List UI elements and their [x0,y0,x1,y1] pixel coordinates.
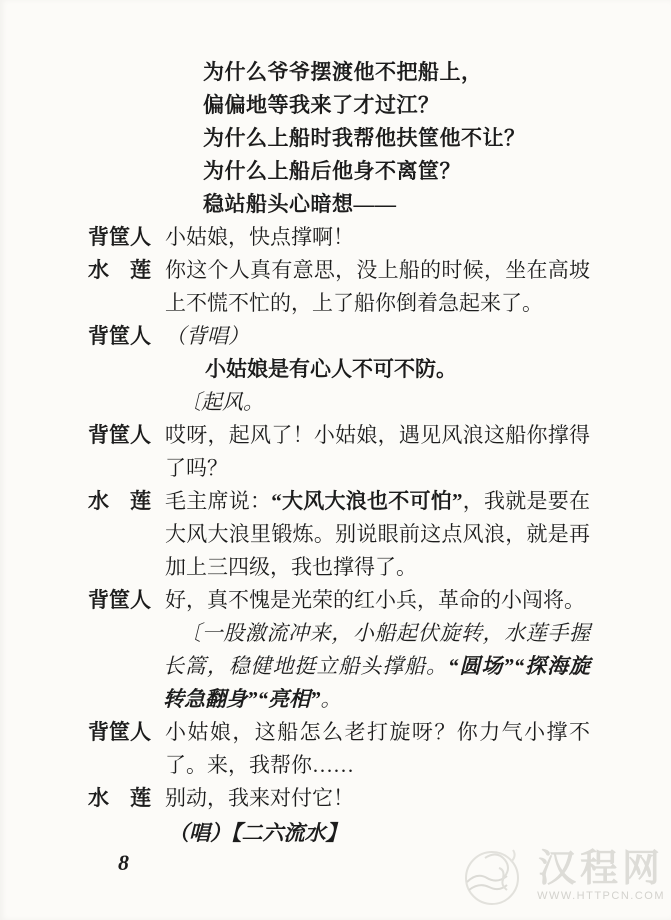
watermark-site-name: 汉程网 [538,848,665,890]
dialogue-row [88,782,590,815]
dialogue-text: 哎呀，起风了！小姑娘，遇见风浪这船你撑得了吗？ [165,423,590,480]
speaker-name: 背筐人 [88,423,151,447]
stage-direction [163,617,590,716]
verse-line: 为什么上船后他身不离筐？ [203,159,461,183]
sung-line: 小姑娘是有心人不可不防。 [205,357,457,381]
stage-text-segment: 。 [320,687,342,711]
dialogue-text: 好，真不愧是光荣的红小兵，革命的小闯将。 [165,588,585,612]
dialogue-row [88,584,590,617]
stage-direction-inline: （背唱） [165,324,249,348]
speaker-name: 背筐人 [88,324,151,348]
tune-label: （唱）【二六流水】 [168,821,347,845]
dialogue-row [88,485,590,584]
dialogue-row [88,254,590,320]
dialogue-text: 小姑娘，快点撑啊！ [165,225,354,249]
dialogue-text-segment: 毛主席说： [165,489,272,513]
watermark-wave-logo-icon [455,838,529,912]
dialogue-row [88,320,590,353]
dialogue-text-segment: ，我就是要在大风大浪里锻炼。别说眼前这点风浪，就是再加上三四级，我也撑得了。 [165,489,590,579]
dialogue-text: 小姑娘，这船怎么老打旋呀？你力气小撑不了。来，我帮你…… [165,720,590,777]
verse-line: 稳站船头心暗想—— [203,192,397,216]
dialogue-row [88,716,590,782]
speaker-name: 背筐人 [88,588,151,612]
speaker-name: 水 莲 [88,786,151,810]
stage-direction: 〔起风。 [180,390,264,414]
page-content [88,56,590,850]
dialogue-text: 你这个人真有意思，没上船的时候，坐在高坡上不慌不忙的，上了船你倒着急起来了。 [165,258,590,315]
verse-line: 为什么上船时我帮他扶筐他不让？ [203,126,526,150]
watermark-text-column [537,848,665,902]
verse-line: 为什么爷爷摆渡他不把船上， [203,60,483,84]
watermark-site-url: WWW.HTTPCN.COM [537,890,665,902]
stage-text-segment: 〔一股激流冲来，小船起伏旋转，水莲手握长篙，稳健地挺立船头撑船。 [163,621,590,678]
speaker-name: 水 莲 [88,258,151,282]
dialogue-text: 别动，我来对付它！ [165,786,354,810]
speaker-name: 背筐人 [88,225,151,249]
verse-line: 偏偏地等我来了才过江？ [203,93,440,117]
dialogue-text [165,485,590,584]
quoted-emphasis: “大风大浪也不可怕” [271,489,463,513]
page-number: 8 [118,850,129,875]
dialogue-row [88,221,590,254]
speaker-name: 水 莲 [88,489,151,513]
watermark [455,838,665,912]
speaker-name: 背筐人 [88,720,151,744]
quoted-emphasis: “圆场”“探海旋转急翻身”“亮相” [163,654,591,711]
dialogue-row [88,419,590,485]
